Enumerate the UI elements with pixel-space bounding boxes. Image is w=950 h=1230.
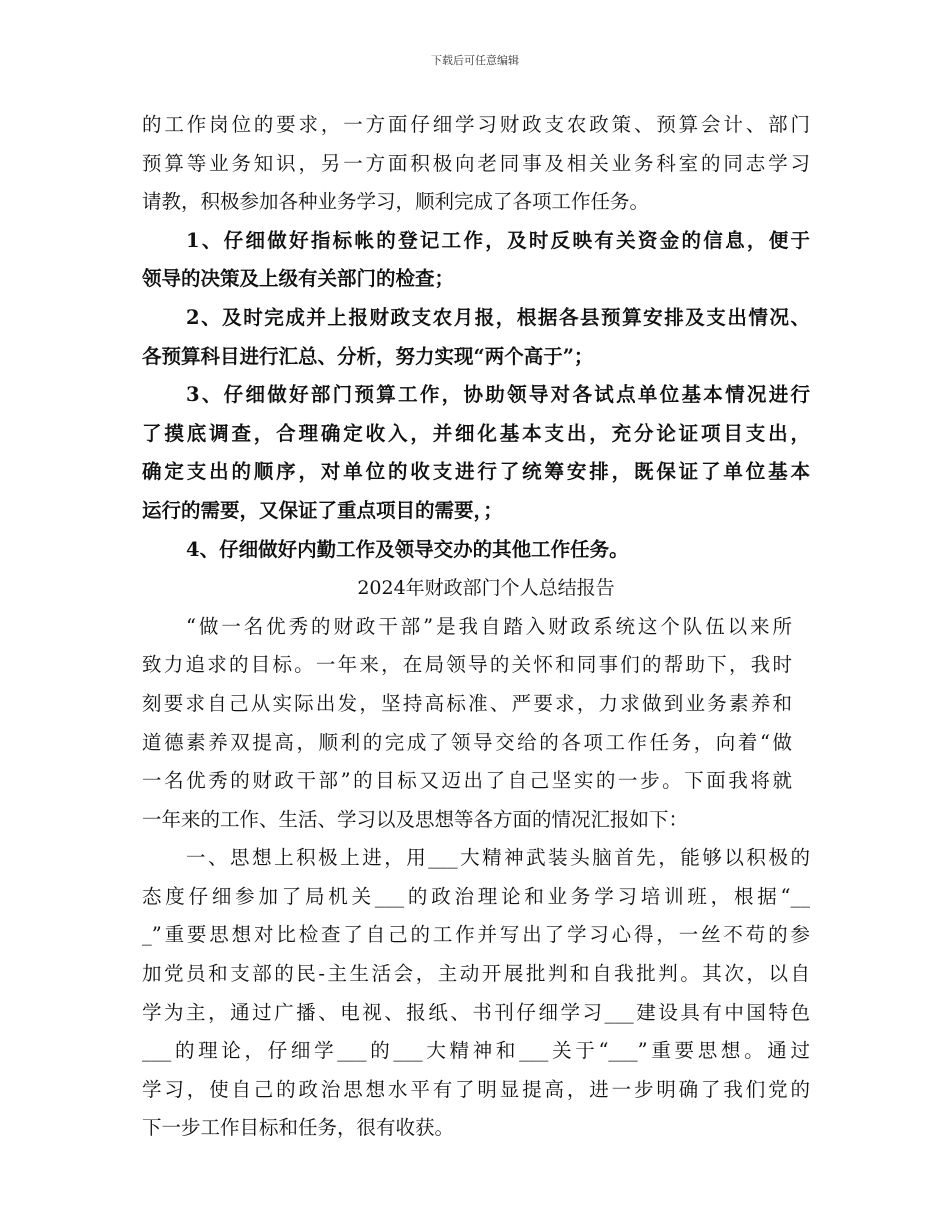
body-line: 一名优秀的财政干部”的目标又迈出了自己坚实的一步。下面我将就 bbox=[142, 769, 792, 793]
document-body bbox=[142, 106, 810, 1148]
body-line: 请教，积极参加各种业务学习，顺利完成了各项工作任务。 bbox=[142, 190, 650, 214]
body-line: 致力追求的目标。一年来，在局领导的关怀和同事们的帮助下，我时 bbox=[142, 653, 792, 677]
body-line: ___的理论，仔细学___的___大精神和___关于“___”重要思想。通过 bbox=[142, 1039, 810, 1063]
list-item-2-cont: 各预算科目进行汇总、分析，努力实现“两个高于”； bbox=[142, 344, 594, 368]
body-line: 一年来的工作、生活、学习以及思想等各方面的情况汇报如下： bbox=[142, 807, 689, 831]
body-line: 态度仔细参加了局机关___的政治理论和业务学习培训班，根据“__ bbox=[142, 884, 810, 908]
list-item-1: 1、仔细做好指标帐的登记工作，及时反映有关资金的信息，便于 bbox=[186, 228, 810, 252]
body-line: _”重要思想对比检查了自己的工作并写出了学习心得，一丝不苟的参 bbox=[142, 923, 810, 947]
body-line: 的工作岗位的要求，一方面仔细学习财政支农政策、预算会计、部门 bbox=[142, 113, 810, 136]
body-line: 道德素养双提高，顺利的完成了领导交给的各项工作任务，向着“做 bbox=[142, 730, 792, 754]
list-item-3-cont: 运行的需要，又保证了重点项目的需要，； bbox=[142, 498, 503, 522]
body-line: “做一名优秀的财政干部”是我自踏入财政系统这个队伍以来所 bbox=[186, 614, 792, 638]
list-item-1-cont: 领导的决策及上级有关部门的检查； bbox=[142, 267, 455, 291]
list-item-3-cont: 确定支出的顺序，对单位的收支进行了统筹安排，既保证了单位基本 bbox=[142, 460, 810, 484]
body-line: 下一步工作目标和任务，很有收获。 bbox=[142, 1116, 455, 1140]
list-item-2: 2、及时完成并上报财政支农月报，根据各县预算安排及支出情况、 bbox=[186, 305, 810, 329]
page-header: 下载后可任意编辑 bbox=[431, 54, 519, 67]
body-line: 加党员和支部的民-主生活会，主动开展批判和自我批判。其次，以自 bbox=[142, 962, 810, 986]
list-item-3: 3、仔细做好部门预算工作，协助领导对各试点单位基本情况进行 bbox=[186, 383, 810, 407]
body-line: 一、思想上积极上进，用___大精神武装头脑首先，能够以积极的 bbox=[186, 846, 810, 870]
body-line: 刻要求自己从实际出发，坚持高标准、严要求，力求做到业务素养和 bbox=[142, 691, 792, 715]
body-line: 学习，使自己的政治思想水平有了明显提高，进一步明确了我们党的 bbox=[142, 1077, 810, 1101]
list-item-3-cont: 了摸底调查，合理确定收入，并细化基本支出，充分论证项目支出， bbox=[142, 421, 810, 445]
body-line: 学为主，通过广播、电视、报纸、书刊仔细学习___建设具有中国特色 bbox=[142, 1000, 810, 1024]
body-line: 预算等业务知识，另一方面积极向老同事及相关业务科室的同志学习 bbox=[142, 151, 810, 175]
list-item-4: 4、仔细做好内勤工作及领导交办的其他工作任务。 bbox=[186, 537, 629, 561]
section-title: 2024年财政部门个人总结报告 bbox=[357, 577, 615, 600]
